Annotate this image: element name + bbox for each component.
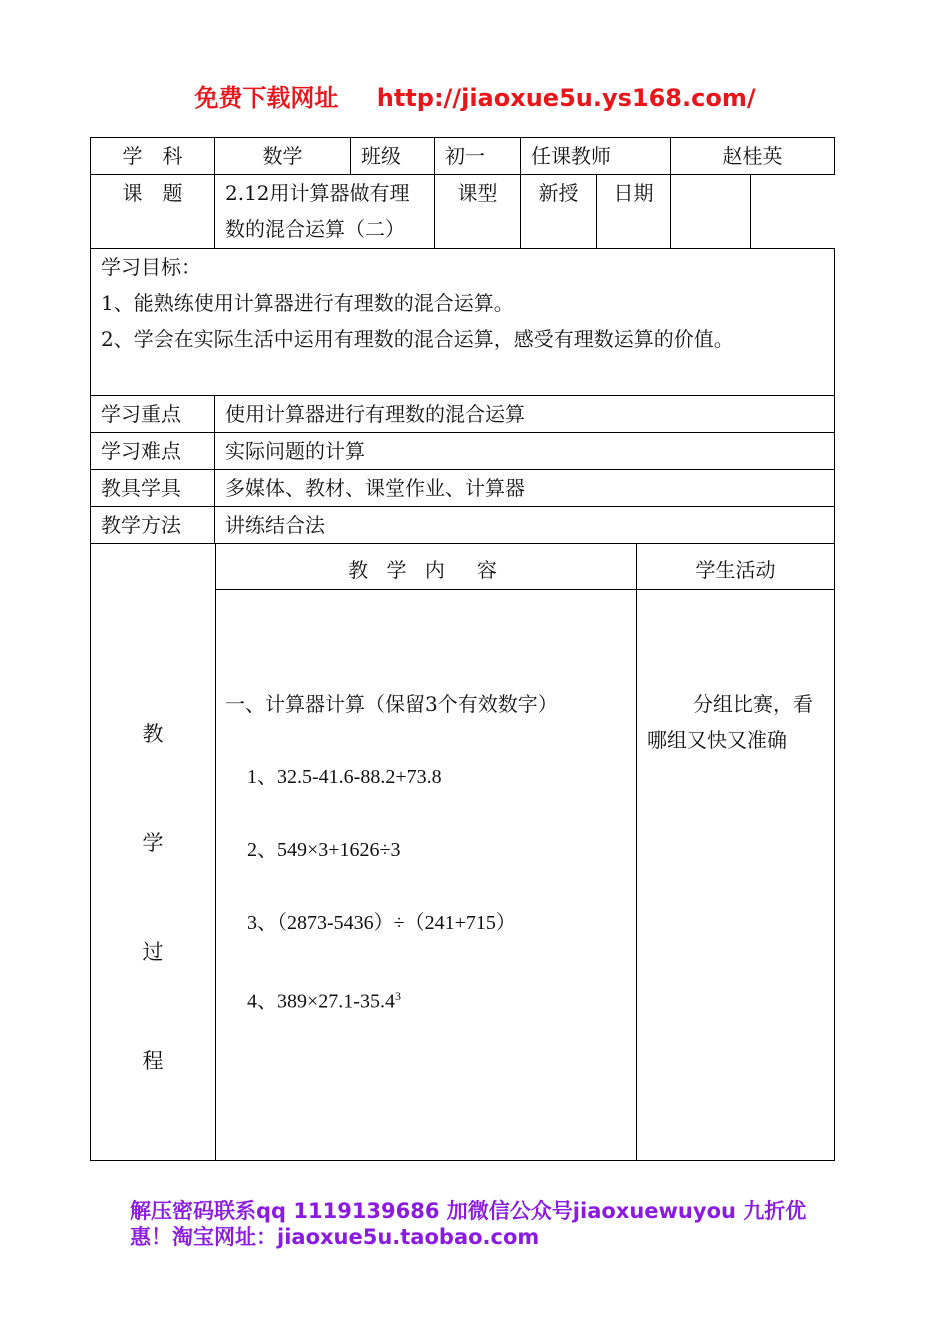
side-char: 教 xyxy=(142,722,164,746)
type-label: 课型 xyxy=(435,175,521,249)
subject-value: 数学 xyxy=(215,138,351,175)
tools-label: 教具学具 xyxy=(91,470,215,507)
key-point-value: 使用计算器进行有理数的混合运算 xyxy=(215,396,835,433)
header-divider xyxy=(215,589,834,590)
difficulty-value: 实际问题的计算 xyxy=(215,433,835,470)
tools-value: 多媒体、教材、课堂作业、计算器 xyxy=(215,470,835,507)
content-column xyxy=(215,544,637,1160)
goal-item: 1、能熟练使用计算器进行有理数的混合运算。 xyxy=(101,291,514,315)
date-label: 日期 xyxy=(597,175,671,249)
header-label: 免费下载网址 xyxy=(194,84,339,112)
lesson-plan-table xyxy=(90,137,835,1161)
side-char: 学 xyxy=(142,831,164,855)
method-value: 讲练结合法 xyxy=(215,507,835,544)
difficulty-label: 学习难点 xyxy=(91,433,215,470)
topic-value: 2.12用计算器做有理数的混合运算（二） xyxy=(215,175,435,249)
side-char: 过 xyxy=(142,940,164,964)
problem-4-text: 4、389×27.1-35.4 xyxy=(247,990,395,1013)
process-side-column xyxy=(91,544,216,1160)
footer-contact: 解压密码联系qq 1119139686 加微信公众号jiaoxuewuyou 九折优惠！淘宝网址：jiaoxue5u.taobao.com xyxy=(130,1199,807,1249)
content-header: 教 学 内 容 xyxy=(348,558,503,582)
method-label: 教学方法 xyxy=(91,507,215,544)
goals-title: 学习目标： xyxy=(101,255,201,279)
problem-3: 3、（2873-5436）÷（241+715） xyxy=(247,912,516,934)
type-value: 新授 xyxy=(521,175,597,249)
goal-item: 2、学会在实际生活中运用有理数的混合运算，感受有理数运算的价值。 xyxy=(101,327,734,351)
side-char: 程 xyxy=(142,1049,164,1073)
activity-text: 分组比赛，看哪组又快又准确 xyxy=(647,692,813,752)
problem-4-exponent: 3 xyxy=(394,989,401,1003)
learning-goals xyxy=(91,249,835,396)
subject-label: 学 科 xyxy=(91,138,215,175)
header-url-link[interactable]: http://jiaoxue5u.ys168.com/ xyxy=(376,84,756,112)
date-value xyxy=(671,175,751,249)
class-label: 班级 xyxy=(351,138,435,175)
key-point-label: 学习重点 xyxy=(91,396,215,433)
problem-1: 1、32.5-41.6-88.2+73.8 xyxy=(247,766,442,788)
topic-label: 课 题 xyxy=(91,175,215,249)
class-value: 初一 xyxy=(435,138,521,175)
teacher-value: 赵桂英 xyxy=(671,138,835,175)
teacher-label: 任课教师 xyxy=(521,138,671,175)
problem-4 xyxy=(247,978,401,1020)
problem-2: 2、549×3+1626÷3 xyxy=(247,839,401,861)
activity-header: 学生活动 xyxy=(695,558,776,582)
teaching-process xyxy=(91,544,835,1161)
section-title: 一、计算器计算（保留3个有效数字） xyxy=(225,692,558,716)
download-header xyxy=(0,78,950,113)
activity-column xyxy=(637,544,834,1160)
